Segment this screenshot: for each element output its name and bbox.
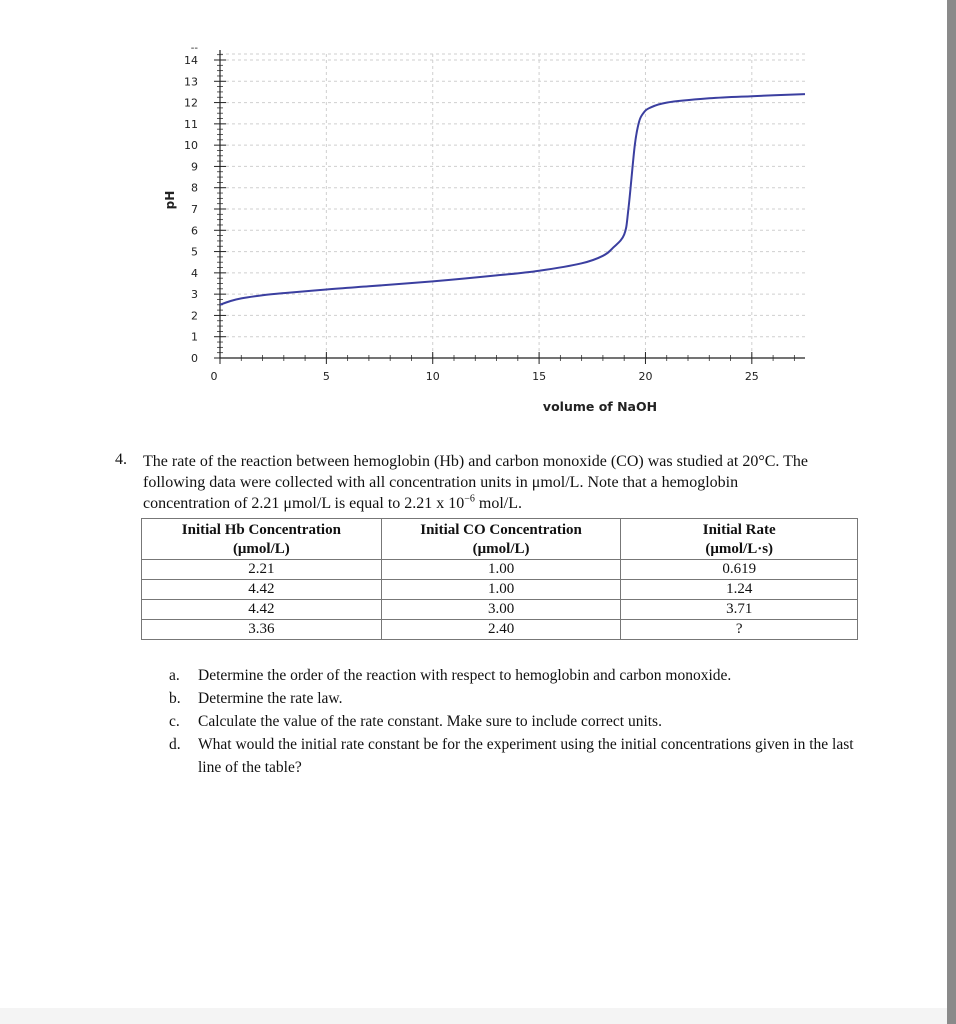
- cell-rate: 1.24: [621, 580, 858, 600]
- y-tick-label: 12: [184, 96, 198, 110]
- cell-co: 3.00: [381, 600, 621, 620]
- cell-hb: 2.21: [142, 560, 382, 580]
- cell-hb: 4.42: [142, 600, 382, 620]
- y-tick-label: 4: [191, 266, 198, 280]
- cell-rate: 3.71: [621, 600, 858, 620]
- part-label: c.: [169, 713, 180, 730]
- rate-data-table: [141, 518, 858, 640]
- y-tick-label: 2: [191, 309, 198, 323]
- y-tick-labels: [184, 43, 198, 365]
- y-tick-label: 7: [191, 203, 198, 216]
- y-tick-label: 13: [184, 75, 198, 89]
- y-tick-label: 9: [191, 160, 198, 174]
- part-text: Determine the order of the reaction with respect to hemoglobin and carbon monoxide.: [198, 667, 732, 684]
- y-axis-label: pH: [163, 190, 177, 210]
- titration-chart: [160, 40, 820, 420]
- y-tick-label: 3: [191, 288, 198, 302]
- titration-curve-line: [220, 94, 805, 305]
- y-tick-label: 14: [184, 54, 198, 67]
- question-line-1: The rate of the reaction between hemoglobin (Hb) and carbon monoxide (CO) was studied at 20°C. The: [143, 453, 809, 470]
- part-a: [169, 664, 859, 687]
- units-rate: (μmol/L·s): [621, 540, 858, 560]
- table-row: [142, 600, 858, 620]
- chart-grid: [220, 54, 805, 358]
- cell-co: 1.00: [381, 580, 621, 600]
- question-line-3: [143, 493, 863, 514]
- y-tick-label: 1: [191, 330, 198, 344]
- header-co: Initial CO Concentration: [381, 519, 621, 541]
- question-line-3-text: concentration of 2.21 μmol/L is equal to 2.21 x 10: [143, 495, 465, 512]
- units-co: (μmol/L): [381, 540, 621, 560]
- units-hb: (μmol/L): [142, 540, 382, 560]
- cell-rate: 0.619: [621, 560, 858, 580]
- question-parts: [169, 664, 859, 779]
- header-rate: Initial Rate: [621, 519, 858, 541]
- cell-hb: 3.36: [142, 620, 382, 640]
- header-hb: Initial Hb Concentration: [142, 519, 382, 541]
- table-header-row: [142, 519, 858, 541]
- y-tick-label: 11: [184, 117, 198, 131]
- exponent: −6: [464, 493, 475, 505]
- table-units-row: [142, 540, 858, 560]
- part-d: [169, 733, 859, 779]
- part-label: d.: [169, 736, 181, 753]
- question-line-2: following data were collected with all concentration units in μmol/L. Note that a hemoglobin: [143, 474, 739, 491]
- x-axis-label: volume of NaOH: [542, 399, 658, 414]
- y-tick-label: 5: [191, 245, 198, 259]
- y-tick-label: 10: [184, 139, 198, 153]
- x-tick-label: 25: [744, 370, 759, 383]
- part-label: b.: [169, 690, 181, 707]
- y-tick-overflow: --: [190, 43, 198, 55]
- cell-co: 2.40: [381, 620, 621, 640]
- x-tick-label: 10: [425, 370, 440, 383]
- cell-co: 1.00: [381, 560, 621, 580]
- y-tick-label: 8: [191, 181, 198, 195]
- page-edge-bar: [947, 0, 956, 1024]
- part-text: Calculate the value of the rate constant. Make sure to include correct units.: [198, 713, 662, 730]
- x-tick-label: 15: [532, 370, 547, 383]
- table-row: [142, 560, 858, 580]
- y-tick-label: 0: [191, 352, 198, 365]
- table-row: [142, 620, 858, 640]
- table-row: [142, 580, 858, 600]
- question-line-3-tail: mol/L.: [474, 495, 523, 512]
- x-tick-label: 20: [638, 370, 653, 383]
- part-text: What would the initial rate constant be for the experiment using the initial concentrations given in the last line of the table?: [198, 736, 854, 776]
- page-bottom-strip: [0, 1008, 947, 1024]
- part-c: [169, 710, 859, 733]
- question-text: [143, 451, 863, 514]
- x-tick-label: 5: [322, 370, 330, 383]
- cell-rate: ?: [621, 620, 858, 640]
- question-number: 4.: [115, 451, 127, 468]
- x-tick-label: 0: [210, 370, 218, 383]
- cell-hb: 4.42: [142, 580, 382, 600]
- y-tick-label: 6: [191, 224, 198, 238]
- part-label: a.: [169, 667, 180, 684]
- x-tick-labels: [211, 370, 759, 383]
- part-text: Determine the rate law.: [198, 690, 343, 707]
- part-b: [169, 687, 859, 710]
